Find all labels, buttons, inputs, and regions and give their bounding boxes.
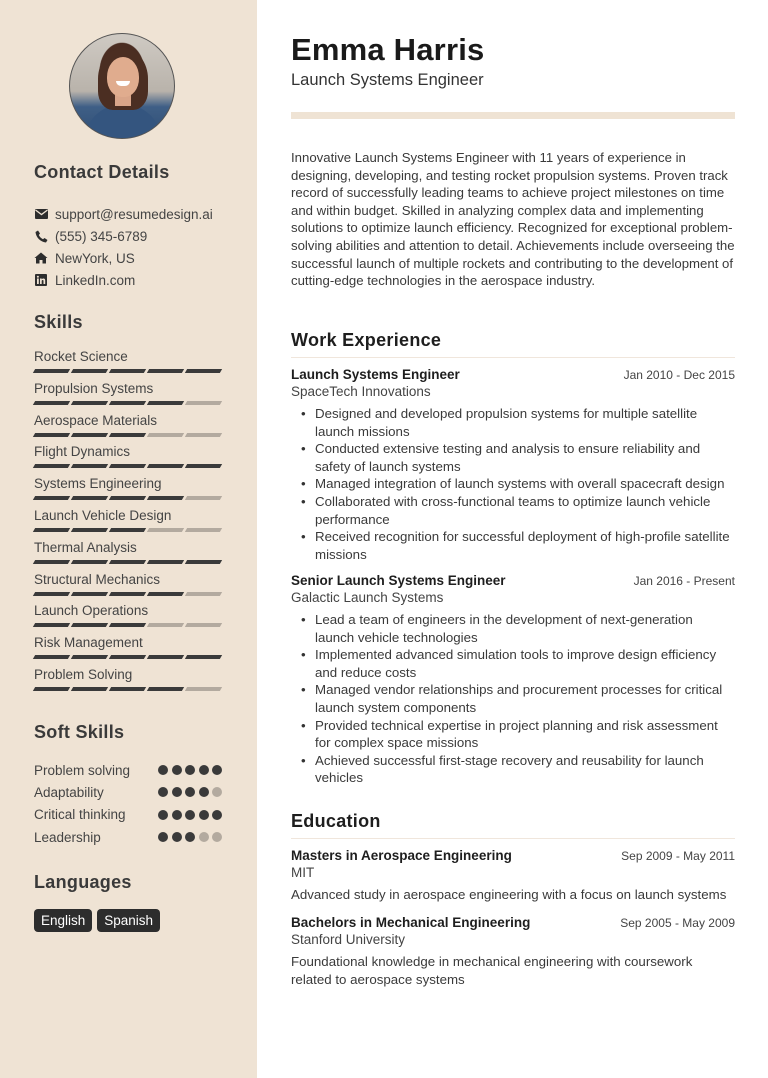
skill-item <box>34 602 224 634</box>
skill-segment-filled <box>147 560 184 564</box>
skill-item <box>34 666 224 698</box>
rating-dot-filled <box>158 832 168 842</box>
education-dates: Sep 2005 - May 2009 <box>620 916 735 930</box>
skill-level-bar <box>34 623 224 627</box>
job-bullet: • Managed vendor relationships and procurement processes for critical launch system components <box>315 681 735 716</box>
skill-segment-filled <box>33 528 70 532</box>
skill-label: Flight Dynamics <box>34 444 131 460</box>
skill-segment-filled <box>109 496 146 500</box>
job-title: Senior Launch Systems Engineer <box>291 573 506 588</box>
soft-skill-label: Leadership <box>34 829 101 845</box>
avatar <box>69 33 175 139</box>
sidebar <box>0 0 257 1078</box>
skill-segment-filled <box>109 560 146 564</box>
skill-segment-filled <box>33 687 70 691</box>
skill-item <box>34 380 224 412</box>
skill-segment-filled <box>71 369 108 373</box>
soft-skill-rating <box>158 832 222 842</box>
skill-segment-empty <box>185 687 222 691</box>
skill-segment-filled <box>109 655 146 659</box>
skill-segment-filled <box>71 528 108 532</box>
skill-segment-filled <box>185 655 222 659</box>
soft-skill-rating <box>158 810 222 820</box>
job-bullet: • Conducted extensive testing and analysis to ensure reliability and safety of launch systems <box>315 440 735 475</box>
skill-item <box>34 412 224 444</box>
skill-segment-filled <box>109 592 146 596</box>
skill-segment-filled <box>71 496 108 500</box>
rating-dot-filled <box>199 765 209 775</box>
job-entry <box>291 367 735 563</box>
skill-label: Propulsion Systems <box>34 380 154 396</box>
rating-dot-filled <box>158 787 168 797</box>
rating-dot-filled <box>185 810 195 820</box>
school: Stanford University <box>291 932 406 947</box>
skill-label: Launch Operations <box>34 603 149 619</box>
degree: Masters in Aerospace Engineering <box>291 848 512 863</box>
envelope-icon <box>34 207 48 221</box>
skill-item <box>34 571 224 603</box>
skill-level-bar <box>34 560 224 564</box>
avatar-face <box>107 57 139 97</box>
job-bullet: • Achieved successful first-stage recovery and reusability for launch vehicles <box>315 752 735 787</box>
skill-segment-filled <box>185 464 222 468</box>
linkedin-icon <box>34 273 48 287</box>
soft-skill-label: Critical thinking <box>34 807 126 823</box>
education-description: Foundational knowledge in mechanical engineering with coursework related to aerospace systems <box>291 954 693 987</box>
skill-level-bar <box>34 528 224 532</box>
job-dates: Jan 2016 - Present <box>633 574 735 588</box>
contact-email[interactable] <box>34 203 213 225</box>
languages-heading: Languages <box>34 872 132 892</box>
job-title: Launch Systems Engineer <box>291 367 460 382</box>
skill-segment-filled <box>33 369 70 373</box>
work-experience-heading: Work Experience <box>291 330 735 358</box>
soft-skill-item <box>34 804 224 826</box>
skill-segment-filled <box>71 401 108 405</box>
rating-dot-filled <box>185 765 195 775</box>
contact-phone-text: (555) 345-6789 <box>55 228 148 244</box>
rating-dot-filled <box>172 765 182 775</box>
job-bullets <box>291 611 735 787</box>
skill-segment-filled <box>71 687 108 691</box>
contact-email-text: support@resumedesign.ai <box>55 206 213 222</box>
rating-dot-filled <box>212 810 222 820</box>
skill-segment-empty <box>185 528 222 532</box>
job-company: SpaceTech Innovations <box>291 384 431 399</box>
skill-segment-empty <box>147 433 184 437</box>
skill-segment-empty <box>185 401 222 405</box>
skill-segment-filled <box>109 433 146 437</box>
candidate-name: Emma Harris <box>291 32 485 67</box>
skill-segment-empty <box>147 528 184 532</box>
contact-list <box>34 203 213 291</box>
job-dates: Jan 2010 - Dec 2015 <box>623 368 735 382</box>
job-bullet: • Designed and developed propulsion systems for multiple satellite launch missions <box>315 405 735 440</box>
job-bullet: • Implemented advanced simulation tools to improve design efficiency and reduce costs <box>315 646 735 681</box>
languages-list <box>34 909 160 932</box>
contact-phone[interactable] <box>34 225 213 247</box>
soft-skills-heading: Soft Skills <box>34 722 125 742</box>
job-bullet: • Managed integration of launch systems with overall spacecraft design <box>315 475 735 493</box>
skill-segment-filled <box>185 369 222 373</box>
skill-level-bar <box>34 496 224 500</box>
job-bullet: • Provided technical expertise in project planning and risk assessment for complex space missions <box>315 717 735 752</box>
skill-level-bar <box>34 464 224 468</box>
contact-linkedin[interactable] <box>34 269 213 291</box>
contact-heading: Contact Details <box>34 162 170 182</box>
skill-item <box>34 475 224 507</box>
school: MIT <box>291 865 315 880</box>
rating-dot-empty <box>212 787 222 797</box>
skill-segment-filled <box>33 496 70 500</box>
rating-dot-filled <box>172 832 182 842</box>
skill-level-bar <box>34 687 224 691</box>
skill-label: Structural Mechanics <box>34 571 161 587</box>
soft-skill-rating <box>158 765 222 775</box>
job-entry <box>291 573 735 787</box>
education-entry <box>291 848 735 904</box>
education-heading: Education <box>291 811 735 839</box>
skill-label: Rocket Science <box>34 349 128 364</box>
skill-segment-filled <box>147 655 184 659</box>
language-badge: English <box>34 909 92 932</box>
soft-skill-item <box>34 826 224 848</box>
rating-dot-filled <box>199 810 209 820</box>
soft-skill-item <box>34 759 224 781</box>
education-description: Advanced study in aerospace engineering with a focus on launch systems <box>291 887 727 902</box>
rating-dot-filled <box>199 787 209 797</box>
skill-segment-empty <box>185 496 222 500</box>
skill-item <box>34 507 224 539</box>
soft-skills-list <box>34 759 224 848</box>
contact-linkedin-text: LinkedIn.com <box>55 272 136 288</box>
candidate-title: Launch Systems Engineer <box>291 71 484 89</box>
rating-dot-filled <box>158 765 168 775</box>
summary-text: Innovative Launch Systems Engineer with 11 years of experience in designing, developing, and testing rocket propulsion systems. Proven track record of successfully leading teams to achieve project milestones on time and within budget. Skilled in analyzing complex data and implementing solutions to optimize launch efficiency. Recognized for exceptional problem-solving abilities and attention to detail. Achievements include overseeing the successful launch of multiple rockets and contributing to the development of cutting-edge technologies in the aerospace industry. <box>291 150 735 289</box>
soft-skill-label: Adaptability <box>34 784 104 800</box>
skill-level-bar <box>34 369 224 373</box>
skill-segment-filled <box>71 592 108 596</box>
job-bullets <box>291 405 735 563</box>
skill-segment-empty <box>185 433 222 437</box>
skill-segment-filled <box>147 592 184 596</box>
skill-segment-filled <box>109 369 146 373</box>
skills-list <box>34 348 224 698</box>
skill-segment-filled <box>147 496 184 500</box>
skill-label: Thermal Analysis <box>34 539 137 555</box>
skill-item <box>34 348 224 380</box>
skill-level-bar <box>34 433 224 437</box>
skill-segment-filled <box>147 369 184 373</box>
skill-label: Aerospace Materials <box>34 412 158 428</box>
skill-segment-empty <box>185 623 222 627</box>
contact-location <box>34 247 213 269</box>
accent-bar <box>291 112 735 119</box>
skill-level-bar <box>34 592 224 596</box>
skill-segment-filled <box>33 464 70 468</box>
skill-segment-filled <box>71 464 108 468</box>
skill-segment-filled <box>147 464 184 468</box>
rating-dot-empty <box>212 832 222 842</box>
skill-segment-filled <box>109 528 146 532</box>
skill-segment-filled <box>147 687 184 691</box>
phone-icon <box>34 229 48 243</box>
soft-skill-label: Problem solving <box>34 762 131 778</box>
skill-segment-filled <box>147 401 184 405</box>
job-bullet: • Collaborated with cross-functional teams to optimize launch vehicle performance <box>315 493 735 528</box>
skill-label: Launch Vehicle Design <box>34 507 172 523</box>
rating-dot-filled <box>172 810 182 820</box>
skill-level-bar <box>34 655 224 659</box>
skill-segment-filled <box>33 655 70 659</box>
job-company: Galactic Launch Systems <box>291 590 444 605</box>
skill-segment-filled <box>33 401 70 405</box>
skill-segment-empty <box>185 592 222 596</box>
skill-segment-filled <box>185 560 222 564</box>
contact-location-text: NewYork, US <box>55 250 135 266</box>
skill-segment-filled <box>33 592 70 596</box>
skill-segment-filled <box>33 560 70 564</box>
degree: Bachelors in Mechanical Engineering <box>291 915 531 930</box>
skill-item <box>34 443 224 475</box>
skill-label: Risk Management <box>34 635 143 651</box>
skill-segment-filled <box>109 464 146 468</box>
skill-segment-empty <box>147 623 184 627</box>
skill-item <box>34 634 224 666</box>
soft-skill-rating <box>158 787 222 797</box>
rating-dot-filled <box>212 765 222 775</box>
rating-dot-empty <box>199 832 209 842</box>
skill-segment-filled <box>71 560 108 564</box>
rating-dot-filled <box>158 810 168 820</box>
skill-segment-filled <box>109 401 146 405</box>
rating-dot-filled <box>185 832 195 842</box>
skills-heading: Skills <box>34 312 83 332</box>
skill-label: Systems Engineering <box>34 476 162 492</box>
skill-segment-filled <box>71 655 108 659</box>
education-dates: Sep 2009 - May 2011 <box>621 849 735 863</box>
skill-segment-filled <box>109 623 146 627</box>
skill-label: Problem Solving <box>34 666 133 682</box>
rating-dot-filled <box>185 787 195 797</box>
job-bullet: • Received recognition for successful deployment of high-profile satellite missions <box>315 528 735 563</box>
job-bullet: • Lead a team of engineers in the development of next-generation launch vehicle technologies <box>315 611 735 646</box>
skill-segment-filled <box>33 433 70 437</box>
language-badge: Spanish <box>97 909 160 932</box>
skill-segment-filled <box>71 433 108 437</box>
education-entry <box>291 915 735 988</box>
skill-segment-filled <box>109 687 146 691</box>
skill-item <box>34 539 224 571</box>
skill-segment-filled <box>33 623 70 627</box>
skill-segment-filled <box>71 623 108 627</box>
home-icon <box>34 251 48 265</box>
soft-skill-item <box>34 781 224 803</box>
skill-level-bar <box>34 401 224 405</box>
rating-dot-filled <box>172 787 182 797</box>
